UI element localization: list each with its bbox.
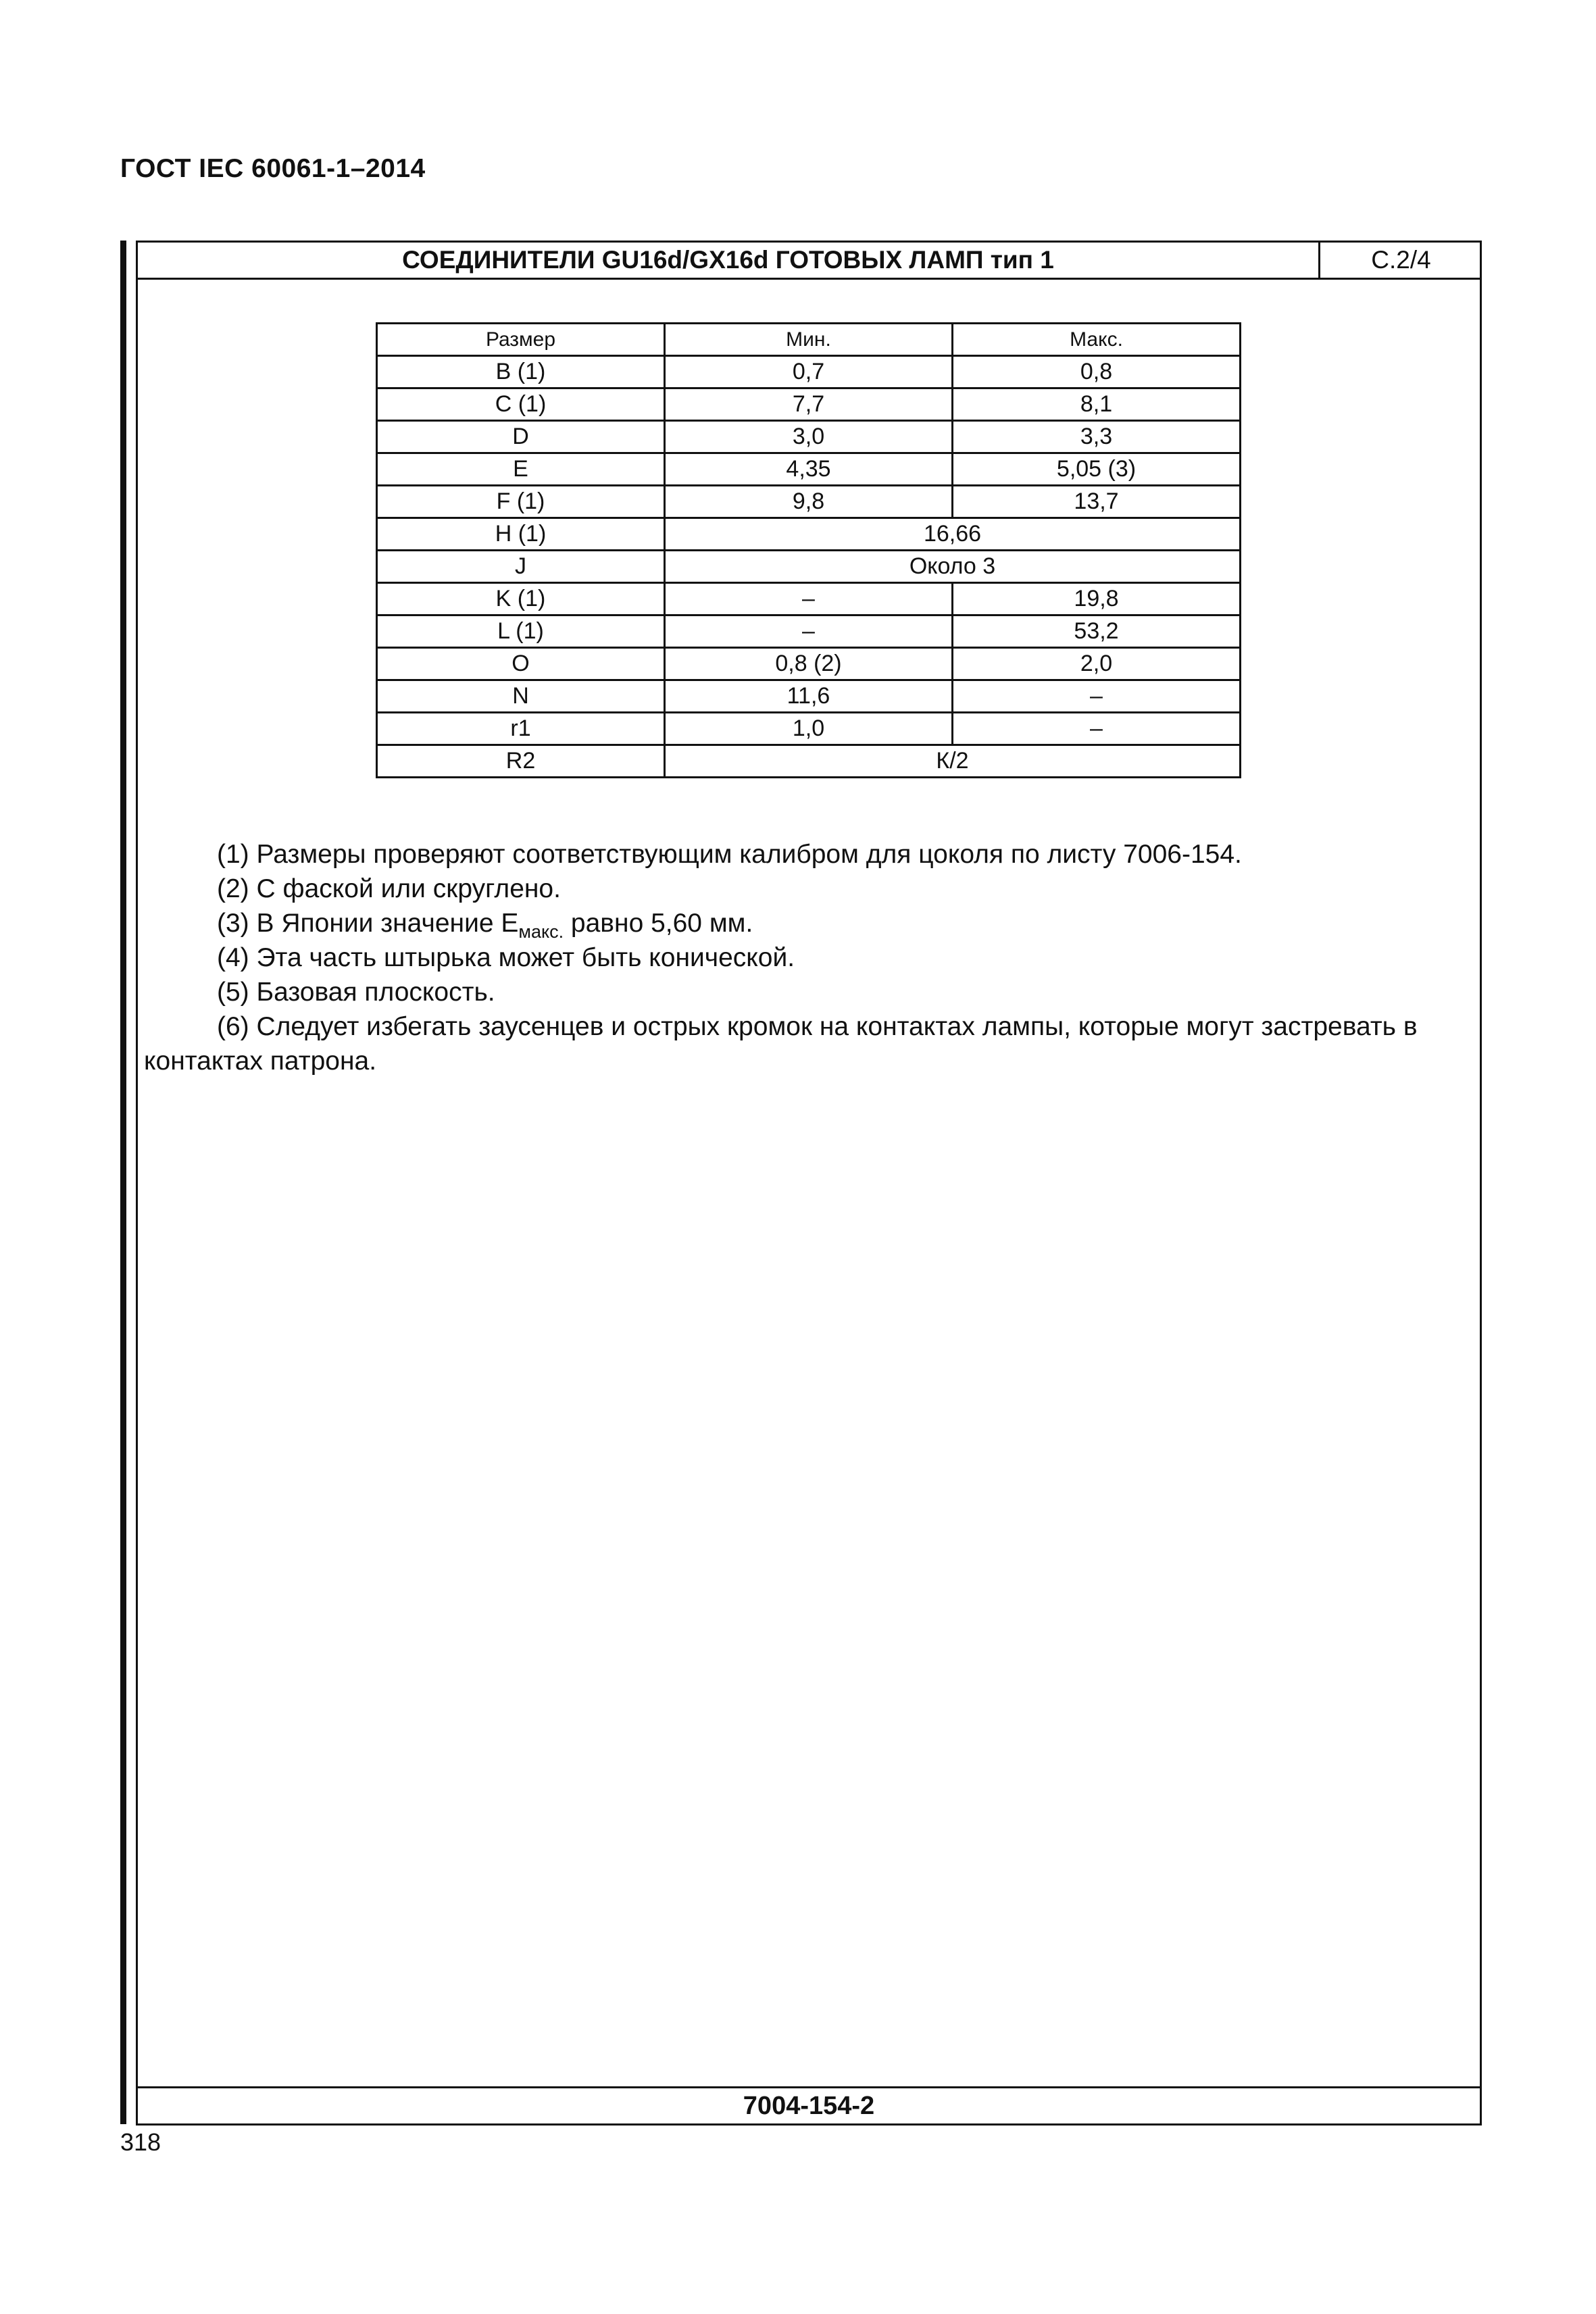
cell-dimension: N xyxy=(377,680,665,713)
document-standard-header: ГОСТ IEC 60061-1–2014 xyxy=(120,154,426,183)
left-margin-bar xyxy=(120,241,126,2124)
cell-min: – xyxy=(665,583,953,615)
dimensions-table xyxy=(376,322,1241,778)
cell-max: 2,0 xyxy=(953,648,1241,680)
cell-min: 9,8 xyxy=(665,486,953,518)
cell-max: 53,2 xyxy=(953,615,1241,648)
table-row xyxy=(377,680,1241,713)
header-max: Макс. xyxy=(953,324,1241,356)
cell-dimension: D xyxy=(377,421,665,453)
cell-max: 0,8 xyxy=(953,356,1241,388)
table-row xyxy=(377,551,1241,583)
cell-max: 8,1 xyxy=(953,388,1241,421)
cell-dimension: K (1) xyxy=(377,583,665,615)
cell-dimension: O xyxy=(377,648,665,680)
cell-dimension: B (1) xyxy=(377,356,665,388)
cell-dimension: r1 xyxy=(377,713,665,745)
sheet-code: С.2/4 xyxy=(1318,243,1482,278)
cell-max: – xyxy=(953,680,1241,713)
note-6: (6) Следует избегать заусенцев и острых кромок на контактах лампы, которые могут застревать в контактах патрона. xyxy=(144,1012,1418,1076)
cell-value-span: К/2 xyxy=(665,745,1241,778)
cell-dimension: L (1) xyxy=(377,615,665,648)
table-row xyxy=(377,583,1241,615)
cell-min: 0,7 xyxy=(665,356,953,388)
cell-max: 5,05 (3) xyxy=(953,453,1241,486)
cell-dimension: J xyxy=(377,551,665,583)
cell-dimension: F (1) xyxy=(377,486,665,518)
cell-max: 19,8 xyxy=(953,583,1241,615)
table-row xyxy=(377,713,1241,745)
cell-min: 0,8 (2) xyxy=(665,648,953,680)
note-3-subscript: макс. xyxy=(518,922,564,942)
cell-value-span: Около 3 xyxy=(665,551,1241,583)
notes-block xyxy=(144,837,1475,1078)
table-row xyxy=(377,518,1241,551)
cell-min: 4,35 xyxy=(665,453,953,486)
table-row xyxy=(377,745,1241,778)
sheet-title: СОЕДИНИТЕЛИ GU16d/GX16d ГОТОВЫХ ЛАМП тип 1 xyxy=(402,246,1054,274)
cell-dimension: E xyxy=(377,453,665,486)
sheet-frame xyxy=(136,241,1482,2126)
table-header-row xyxy=(377,324,1241,356)
cell-dimension: C (1) xyxy=(377,388,665,421)
cell-max: 13,7 xyxy=(953,486,1241,518)
cell-min: 1,0 xyxy=(665,713,953,745)
sheet-footer-code: 7004-154-2 xyxy=(743,2092,875,2120)
sheet-footer-row xyxy=(138,2086,1480,2123)
note-3-text-before: (3) В Японии значение E xyxy=(217,909,519,938)
table-row xyxy=(377,356,1241,388)
cell-dimension: R2 xyxy=(377,745,665,778)
note-3-text-after: равно 5,60 мм. xyxy=(564,909,753,938)
cell-max: 3,3 xyxy=(953,421,1241,453)
table-row xyxy=(377,615,1241,648)
cell-min: – xyxy=(665,615,953,648)
page-number: 318 xyxy=(120,2128,161,2156)
table-row xyxy=(377,388,1241,421)
cell-min: 7,7 xyxy=(665,388,953,421)
cell-min: 11,6 xyxy=(665,680,953,713)
cell-dimension: H (1) xyxy=(377,518,665,551)
note-2: (2) С фаской или скруглено. xyxy=(217,874,561,903)
table-row xyxy=(377,421,1241,453)
cell-min: 3,0 xyxy=(665,421,953,453)
note-5: (5) Базовая плоскость. xyxy=(217,978,495,1007)
cell-value-span: 16,66 xyxy=(665,518,1241,551)
header-dimension: Размер xyxy=(377,324,665,356)
table-row xyxy=(377,486,1241,518)
cell-max: – xyxy=(953,713,1241,745)
note-3 xyxy=(144,906,1475,940)
table-row xyxy=(377,453,1241,486)
note-1: (1) Размеры проверяют соответствующим калибром для цоколя по листу 7006-154. xyxy=(217,840,1242,869)
header-min: Мин. xyxy=(665,324,953,356)
table-row xyxy=(377,648,1241,680)
note-4: (4) Эта часть штырька может быть конической. xyxy=(217,943,795,972)
sheet-title-row xyxy=(138,243,1480,280)
